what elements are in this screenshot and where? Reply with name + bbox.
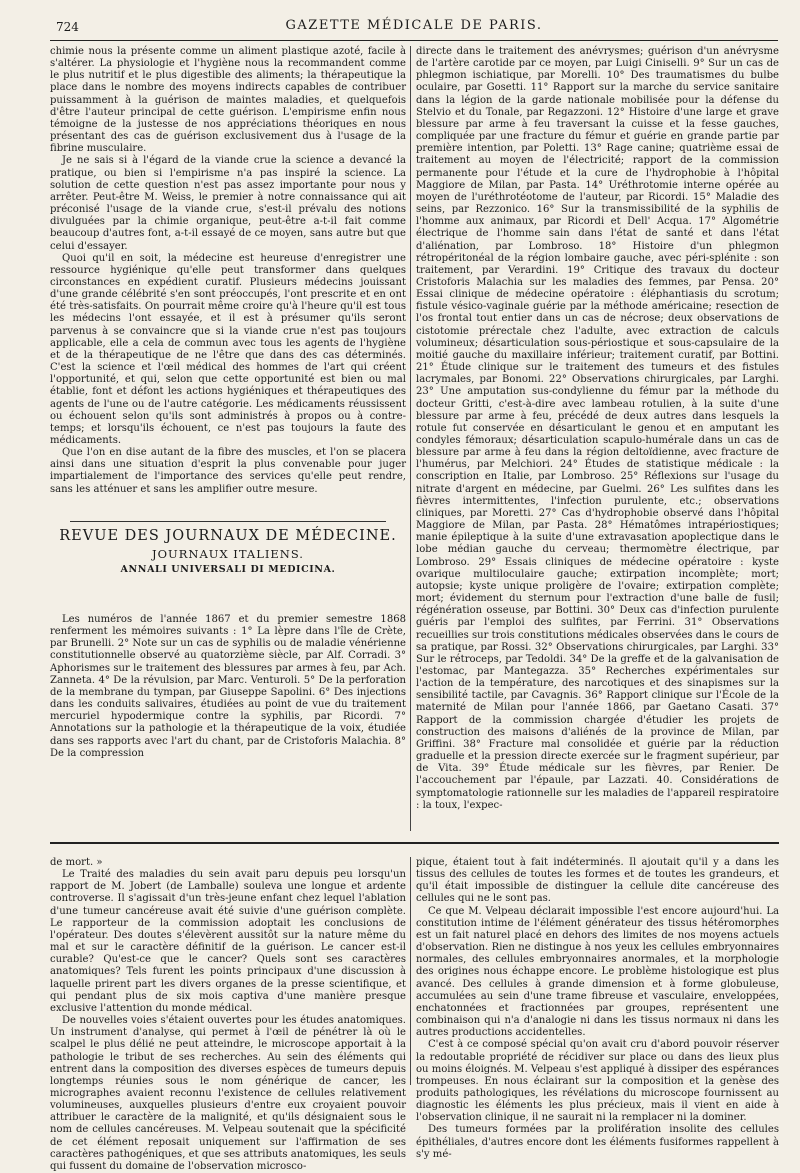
column-right-top xyxy=(416,46,779,831)
paragraph: C'est à ce composé spécial qu'on avait cru d'abord pouvoir réserver la redoutable propriété de récidiver sur place ou dans des lieux plus ou moins éloignés. M. Velpeau s'est appliqué à dissiper des espérances trompeuses. En nous éclairant sur la composition et la genèse des produits pathologiques, les révélations du microscope fournissent au diagnostic les éléments les plus précieux, mais il vient en aide à l'observation clinique, il ne saurait ni la remplacer ni la dominer. xyxy=(416,1039,779,1124)
journal-title: GAZETTE MÉDICALE DE PARIS. xyxy=(285,18,543,33)
page-number: 724 xyxy=(56,20,79,34)
column-right-lower xyxy=(416,857,779,1160)
section-subtitle: JOURNAUX ITALIENS. xyxy=(152,547,304,561)
column-left-lower xyxy=(50,857,406,1172)
section-title: REVUE DES JOURNAUX DE MÉDECINE. xyxy=(59,528,397,544)
paragraph: pique, étaient tout à fait indéterminés. Il ajoutait qu'il y a dans les tissus des cellules de toutes les formes et de toutes les grandeurs, et qu'il était impossible de distinguer la cellule dite cancéreuse des cellules qui ne le sont pas. xyxy=(416,857,779,905)
column-left-bottom xyxy=(50,614,406,830)
paragraph: Les numéros de l'année 1867 et du premier semestre 1868 renferment les mémoires suivants : 1° La lèpre dans l'île de Crète, par Brunelli. 2° Note sur un cas de syphilis ou de maladie vénérienne constitutionnelle observé au quatorzième siècle, par Alf. Corradi. 3° Aphorismes sur le traitement des blessures par armes à feu, par Ach. Zanneta. 4° De la révulsion, par Marc. Venturoli. 5° De la perforation de la membrane du tympan, par Giuseppe Sapolini. 6° Des injections dans les conduits salivaires, étudiées au point de vue du traitement mercuriel hypodermique contre la syphilis, par Ricordi. 7° Annotations sur la pathologie et la thérapeutique de la voix, étudiée dans ses rapports avec l'art du chant, par de Cristoforis Malachia. 8° De la compression xyxy=(50,614,406,759)
section-heading xyxy=(50,528,406,575)
paragraph: Le Traité des maladies du sein avait paru depuis peu lorsqu'un rapport de M. Jobert (de Lamballe) souleva une longue et ardente controverse. Il s'agissait d'un très-jeune enfant chez lequel l'ablation d'une tumeur cancéreuse avait été suivie d'une guérison complète. Le rapporteur de la commission adoptait les conclusions de l'opérateur. Des doutes s'élevèrent aussitôt sur la nature même du mal et sur le caractère définitif de la guérison. Le cancer est-il curable? Qu'est-ce que le cancer? Quels sont ses caractères anatomiques? Tels furent les points principaux d'une discussion à laquelle prirent part les divers organes de la presse scientifique, et qui pendant plus de six mois captiva d'une manière presque exclusive l'attention du monde médical. xyxy=(50,869,406,1014)
page-header xyxy=(50,14,778,41)
paragraph: de mort. » xyxy=(50,857,103,868)
paragraph: directe dans le traitement des anévrysmes; guérison d'un anévrysme de l'artère carotide par ce moyen, par Luigi Ciniselli. 9° Sur un cas de phlegmon ischiatique, par Morelli. 10° Des traumatismes du bulbe oculaire, par Gosetti. 11° Rapport sur la marche du service sanitaire dans la légion de la garde nationale mobilisée pour la défense du Stelvio et du Tonale, par Regazzoni. 12° Histoire d'une large et grave blessure par arme à feu traversant la cuisse et la fesse gauches, compliquée par une fracture du fémur et guérie en grande partie par première intention, par Poletti. 13° Rage canine; quatrième essai de traitement au moyen de l'électricité; rapport de la commission permanente pour l'étude et la cure de l'hydrophobie à l'hôpital Maggiore de Milan, par Pasta. 14° Uréthrotomie interne opérée au moyen de l'uréthrotéotome de l'auteur, par Ricordi. 15° Maladie des seins, par Rezzonico. 16° Sur la transmissibilité de la syphilis de l'homme aux animaux, par Ricordi et Dell' Acqua. 17° Algométrie électrique de l'homme sain dans l'état de santé et dans l'état d'aliénation, par Lombroso. 18° Histoire d'un phlegmon rétropéritonéal de la région lombaire gauche, avec péri-splénite : son traitement, par Verardini. 19° Critique des travaux du docteur Cristoforis Malachia sur les maladies des femmes, par Pensa. 20° Essai clinique de médecine opératoire : éléphantiasis du scrotum; fistule vésico-vaginale guérie par la méthode américaine; resection de l'os frontal tout entier dans un cas de nécrose; deux observations de cistotomie prérectale chez l'adulte, avec extraction de calculs volumineux; désarticulation sous-périostique et sous-capsulaire de la moitié gauche du maxillaire inférieur; traitement curatif, par Bottini. 21° Étude clinique sur le traitement des tumeurs et des fistules lacrymales, par Bonomi. 22° Observations chirurgicales, par Larghi. 23° Une amputation sus-condylienne du fémur par la méthode du docteur Gritti, c'est-à-dire avec lambeau rotulien, à la suite d'une blessure par arme à feu, précédé de deux autres dans lesquels la rotule fut conservée en désarticulant le genou et en amputant les condyles fémoraux; désarticulation scapulo-humérale dans un cas de blessure par arme à feu dans la région deltoïdienne, avec fracture de l'humérus, par Melchiori. 24° Études de statistique médicale : la conscription en Italie, par Lombroso. 25° Réflexions sur l'usage du nitrate d'argent en médecine, par Guelmi. 26° Les sulfites dans les fièvres intermittentes, l'infection purulente, etc.; observations cliniques, par Moretti. 27° Cas d'hydrophobie observé dans l'hôpital Maggiore de Milan, par Pasta. 28° Hématômes intrapériostiques; manie épileptique à la suite d'une extravasation apoplectique dans le lobe médian gauche du cerveau; thermomètre électrique, par Lombroso. 29° Essais cliniques de médecine opératoire : kyste ovarique multiloculaire gauche; extirpation incomplète; mort; autopsie; kyste unique proligère de l'ovaire; extirpation complète; mort; évidement du sternum pour l'extraction d'une balle de fusil; régénération osseuse, par Bottini. 30° Deux cas d'infection purulente guéris par l'emploi des sulfites, par Ferrini. 31° Observations recueillies sur trois constitutions médicales observées dans le cours de sa pratique, par Rossi. 32° Observations chirurgicales, par Larghi. 33° Sur le rétroceps, par Tedoldi. 34° De la greffe et de la galvanisation de l'estomac, par Mantegazza. 35° Recherches expérimentales sur l'action de la température, des narcotiques et des sinapismes sur la sensibilité tactile, par Cavagnis. 36° Rapport clinique sur l'École de la maternité de Milan pour l'année 1866, par Gaetano Casati. 37° Rapport de la commission chargée d'étudier les projets de construction des maisons d'aliénés de la province de Milan, par Griffini. 38° Fracture mal consolidée et guérie par la réduction graduelle et la pression directe exercée sur le fragment supérieur, par de Vita. 39° Étude médicale sur les fièvres, par Renier. De l'accouchement par l'épaule, par Lazzati. 40. Considérations de symptomatologie rationnelle sur les maladies de l'appareil respiratoire : la toux, l'expec- xyxy=(416,46,780,811)
paragraph: Je ne sais si à l'égard de la viande crue la science a devancé la pratique, ou bien si l'empirisme n'a pas inspiré la science. La solution de cette question n'est pas assez importante pour nous y arrêter. Peut-être M. Weiss, le premier à notre connaissance qui ait préconisé l'usage de la viande crue, s'est-il prévalu des notions divulguées par la chimie organique, peut-être a-t-il fait comme beaucoup d'autres font, a-t-il essayé de ce moyen, sans autre but que celui d'essayer. xyxy=(50,155,406,252)
paragraph: De nouvelles voies s'étaient ouvertes pour les études anatomiques. Un instrument d'analyse, qui permet à l'œil de pénétrer là où le scalpel le plus délié ne peut atteindre, le microscope apportait à la pathologie le tribut de ses recherches. Au sein des éléments qui entrent dans la composition des diverses espèces de tumeurs depuis longtemps réunies sous le nom générique de cancer, les micrographes avaient reconnu l'existence de cellules relativement volumineuses, auxquelles plusieurs d'entre eux croyaient pouvoir attribuer le caractère de la malignité, et qu'ils désignaient sous le nom de cellules cancéreuses. M. Velpeau soutenait que la spécificité de cet élément reposait uniquement sur l'affirmation de ses caractères pathogéniques, et que ses attributs anatomiques, les seuls qui fussent du domaine de l'observation microsco- xyxy=(50,1015,406,1172)
column-divider xyxy=(410,857,411,1085)
paragraph: Des tumeurs formées par la prolifération insolite des cellules épithéliales, d'autres encore dont les éléments fusiformes rappellent à s'y mé- xyxy=(416,1124,779,1160)
column-divider xyxy=(410,46,411,831)
paragraph: Ce que M. Velpeau déclarait impossible l'est encore aujourd'hui. La constitution intime de l'élément générateur des tissus hétéromorphes est un fait naturel placé en dehors des limites de nos moyens actuels d'observation. Rien ne distingue à nos yeux les cellules embryonnaires normales, des cellules embryonnaires anormales, et la morphologie des origines nous échappe encore. Le problème histologique est plus avancé. Des cellules à grande dimension et à forme globuleuse, accumulées au sein d'une trame fibreuse et vasculaire, enveloppées, enchatonnées et fractionnées par groupes, représentent une combinaison qui n'a d'analogie ni dans les tissus normaux ni dans les autres productions accidentelles. xyxy=(416,905,779,1039)
paragraph: chimie nous la présente comme un aliment plastique azoté, facile à s'altérer. La physiologie et l'hygiène nous la recommandent comme le plus nutritif et le plus digestible des aliments; la thérapeutique la place dans le nombre des moyens indirects capables de contribuer puissamment à la guérison de maintes maladies, et quelquefois d'être l'auteur principal de cette guérison. L'empirisme enfin nous témoigne de la justesse de nos appréciations théoriques en nous présentant des cas de guérison exclusivement dus à l'usage de la fibrine musculaire. xyxy=(50,46,406,155)
horizontal-divider xyxy=(50,842,779,844)
paragraph: Que l'on en dise autant de la fibre des muscles, et l'on se placera ainsi dans une situation d'esprit la plus convenable pour juger impartialement de l'importance des services qu'elle peut rendre, sans les atténuer et sans les amplifier outre mesure. xyxy=(50,447,406,495)
column-left-top xyxy=(50,46,406,516)
paragraph: Quoi qu'il en soit, la médecine est heureuse d'enregistrer une ressource hygiénique qu'elle peut transformer dans quelques circonstances en expédient curatif. Plusieurs médecins jouissant d'une grande célébrité s'en sont préoccupés, l'ont prescrite et en ont été très-satisfaits. On pourrait même croire qu'à l'heure qu'il est tous les médecins l'ont essayée, et il est à présumer qu'ils seront parvenus à se convaincre que si la viande crue n'est pas toujours applicable, elle a cela de commun avec tous les agents de l'hygiène et de la thérapeutique de ne l'être que dans des cas déterminés. C'est la science et l'œil médical des hommes de l'art qui créent l'opportunité, et qui, selon que cette opportunité est bien ou mal établie, font et défont les actions hygiéniques et thérapeutiques des agents de l'une ou de l'autre catégorie. Les médicaments réussissent ou échouent selon qu'ils sont administrés à propos ou à contre-temps; et lorsqu'ils échouent, ce n'est pas toujours la faute des médicaments. xyxy=(50,252,406,446)
section-subsubtitle: ANNALI UNIVERSALI DI MEDICINA. xyxy=(120,564,336,575)
section-divider xyxy=(70,521,386,522)
